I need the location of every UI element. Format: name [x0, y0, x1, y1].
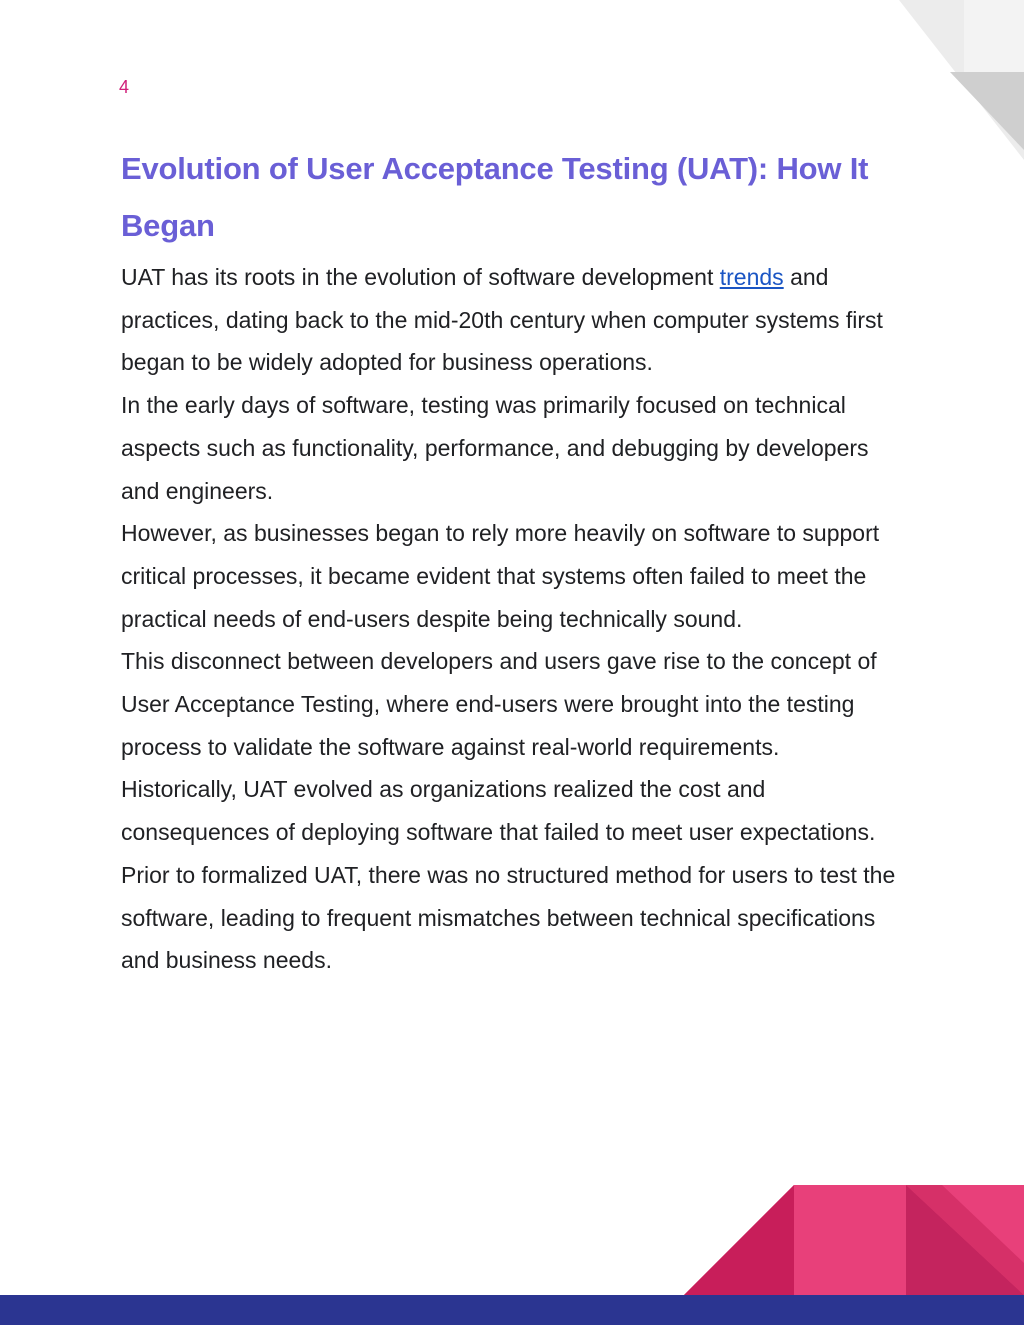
footer-band [0, 1295, 1024, 1325]
paragraph: In the early days of software, testing was primarily focused on technical aspects such as functionality, performance, and debugging by developers and engineers. [121, 392, 869, 504]
corner-decoration-bottom [684, 1185, 1024, 1295]
paragraph-text: and practices, dating back to the mid-20th century when computer systems first began to be widely adopted for business operations. [121, 264, 883, 376]
page-number: 4 [119, 77, 130, 97]
paragraph: Historically, UAT evolved as organizations realized the cost and consequences of deploying software that failed to meet user expectations. [121, 776, 876, 846]
paragraph: However, as businesses began to rely more heavily on software to support critical processes, it became evident that systems often failed to meet the practical needs of end-users despite being technically sound. [121, 520, 880, 632]
paragraph [121, 256, 911, 384]
paragraph: This disconnect between developers and users gave rise to the concept of User Acceptance Testing, where end-users were brought into the testing process to validate the software against real-world requirements. [121, 648, 877, 760]
page-title: Evolution of User Acceptance Testing (UAT): How It Began [121, 151, 869, 243]
paragraph-text: UAT has its roots in the evolution of software development [121, 264, 720, 290]
article-body [121, 256, 911, 982]
trends-link[interactable]: trends [719, 264, 784, 290]
document-content [121, 140, 911, 982]
paragraph: Prior to formalized UAT, there was no structured method for users to test the software, leading to frequent mismatches between technical specifications and business needs. [121, 861, 896, 974]
corner-decoration-top [864, 0, 1024, 160]
